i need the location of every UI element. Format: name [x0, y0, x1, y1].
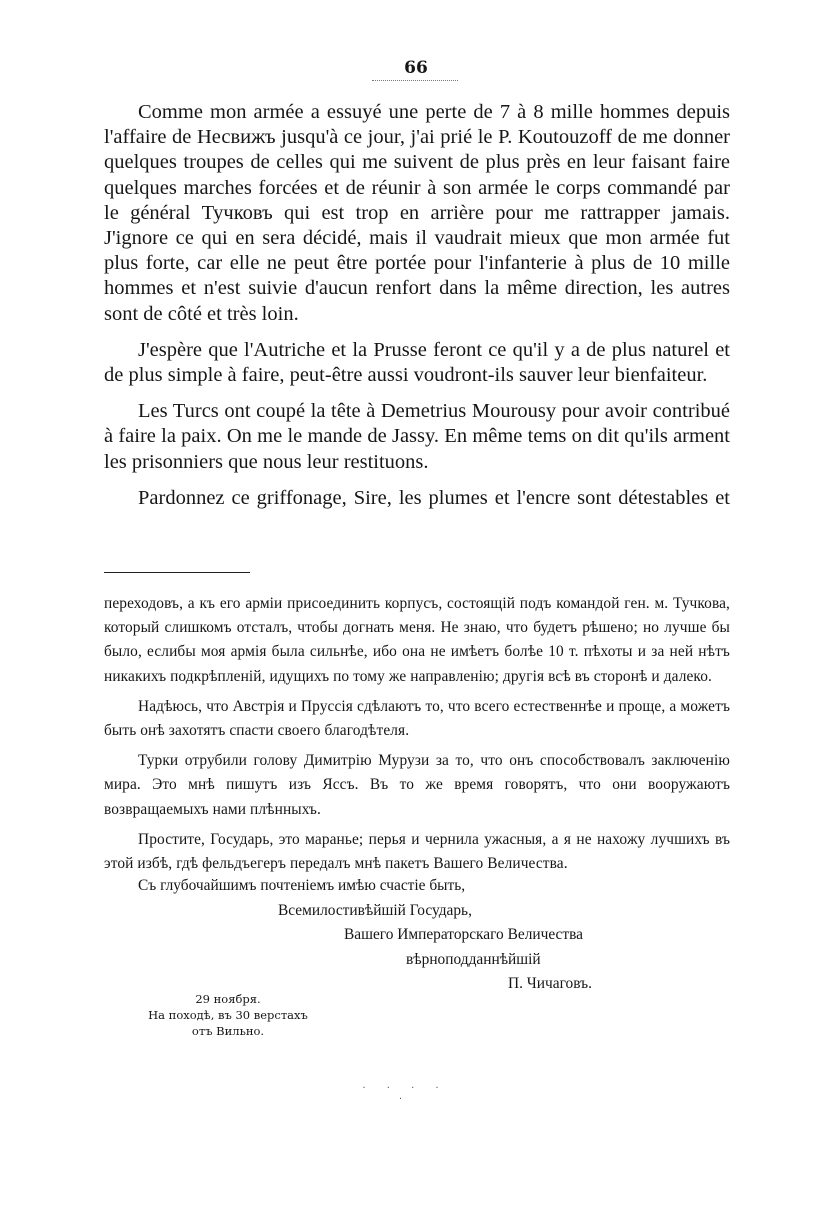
closing-line-3: Вашего Императорскаго Величества	[344, 926, 584, 943]
french-paragraph-2: J'espère que l'Autriche et la Prusse feront ce qu'il y a de plus naturel et de plus simple à faire, peut-être aussi voudront-ils sauver leur bienfaiteur.	[104, 338, 730, 387]
closing-line-4: вѣрноподданнѣйшій	[406, 950, 541, 968]
page-number: 66	[404, 58, 428, 78]
closing-line-1: Съ глубочайшимъ почтеніемъ имѣю счастіе быть,	[138, 877, 466, 894]
french-paragraph-3: Les Turcs ont coupé la tête à Demetrius Mourousy pour avoir contribué à faire la paix. On me le mande de Jassy. En même tems on dit qu'ils arment les prisonniers que nous leur restituons.	[104, 400, 730, 473]
signature: П. Чичаговъ.	[508, 975, 592, 992]
end-ornament: · · · · ·	[362, 1083, 448, 1105]
closing-line-2: Всемилостивѣйшій Государь,	[278, 901, 472, 919]
russian-paragraph-4: Простите, Государь, это маранье; перья и чернила ужасныя, а я не нахожу лучшихъ въ этой избѣ, гдѣ фельдъегеръ передалъ мнѣ пакетъ Вашего Величества.	[104, 830, 730, 873]
russian-paragraph-1: переходовъ, а къ его арміи присоединить корпусъ, состоящій подъ командой ген. м. Тучкова, который слишкомъ отсталъ, чтобы догнать меня. Не знаю, что будетъ рѣшено; но лучше бы было, еслибы моя армія была сильнѣе, ибо она не имѣетъ болѣе 10 т. пѣхоты и за ней нѣтъ никакихъ подкрѣпленій, идущихъ по тому же направленію; другія всѣ въ сторонѣ и далеко.	[104, 595, 730, 685]
place-and-date	[118, 991, 338, 1039]
french-paragraph-4: Pardonnez ce griffonage, Sire, les plumes et l'encre sont détestables et	[138, 486, 730, 509]
closing-salutation	[104, 874, 730, 997]
main-french-text	[104, 100, 730, 522]
letter-place-line-2: отъ Вильно.	[191, 1024, 265, 1038]
russian-translation	[104, 592, 730, 882]
russian-paragraph-2: Надѣюсь, что Австрія и Пруссія сдѣлаютъ то, что всего естественнѣе и проще, а можетъ быть онѣ захотятъ спасти своего благодѣтеля.	[104, 697, 730, 740]
french-paragraph-1: Comme mon armée a essuyé une perte de 7 à 8 mille hommes depuis l'affaire de Несвижъ jusqu'à ce jour, j'ai prié le P. Koutouzoff de me donner quelques troupes de celles qui me suivent de plus près en leur faisant faire quelques marches forcées et de réunir à son armée le corps commandé par le général Тучковъ qui est trop en arrière pour me rattrapper jamais. J'ignore ce qui en sera décidé, mais il vaudrait mieux que mon armée fut plus forte, car elle ne peut être portée pour l'infanterie à plus de 10 mille hommes et n'est suivie d'aucun renfort dans la même direction, les autres sont de côté et très loin.	[104, 101, 730, 325]
letter-date: 29 ноября.	[195, 992, 261, 1006]
russian-paragraph-3: Турки отрубили голову Димитрію Мурузи за то, что онъ способствовалъ заключенію мира. Это мнѣ пишутъ изъ Яссъ. Въ то же время говорятъ, что они вооружаютъ возвращаемыхъ нами плѣнныхъ.	[104, 752, 730, 818]
letter-place-line-1: На походѣ, въ 30 верстахъ	[148, 1008, 308, 1022]
page-number-rule	[372, 80, 458, 81]
footnote-divider	[104, 572, 250, 573]
